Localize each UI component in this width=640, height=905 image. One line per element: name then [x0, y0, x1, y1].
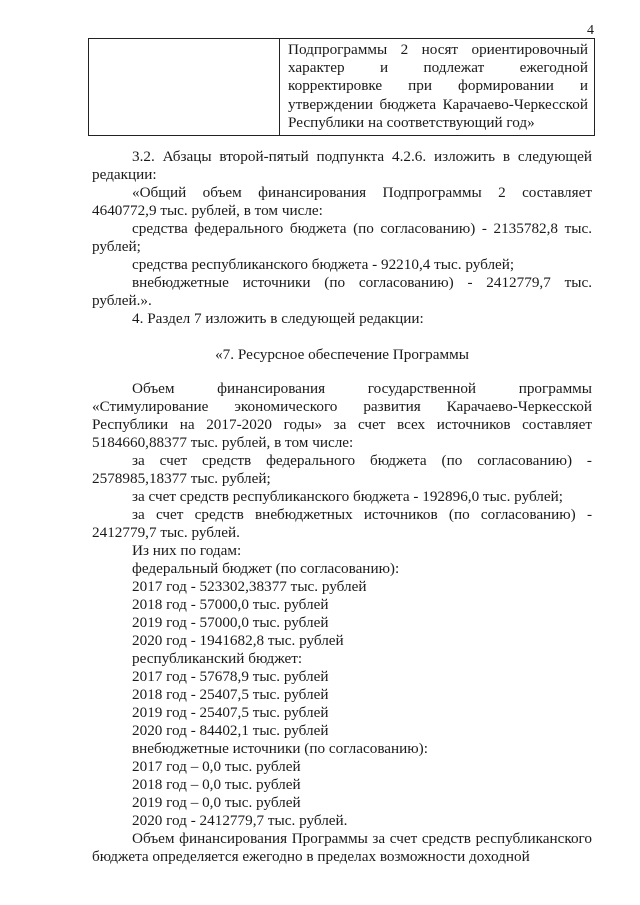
extra-year-item: 2017 год – 0,0 тыс. рублей [132, 758, 301, 775]
paragraph-intro: Объем финансирования государственной программы «Стимулирование экономического развития Карачаево-Черкесской Республики на 2017-2020 годы» за счет всех источников составляет 5184660,88377 тыс. рублей, в том числе: [92, 380, 592, 451]
by-years-label: Из них по годам: [132, 542, 242, 559]
table-fragment [88, 38, 595, 136]
document-body [92, 148, 592, 866]
extra-year-item: 2019 год – 0,0 тыс. рублей [132, 794, 301, 811]
republic-year-item: 2020 год - 84402,1 тыс. рублей [132, 722, 329, 739]
page-number: 4 [587, 23, 594, 38]
federal-year-item: 2020 год - 1941682,8 тыс. рублей [132, 632, 344, 649]
paragraph-extra: за счет средств внебюджетных источников (по согласованию) - 2412779,7 тыс. рублей. [92, 506, 592, 541]
republic-year-item: 2017 год - 57678,9 тыс. рублей [132, 668, 329, 685]
extra-year-item: 2018 год – 0,0 тыс. рублей [132, 776, 301, 793]
paragraph-federal: за счет средств федерального бюджета (по согласованию) - 2578985,18377 тыс. рублей; [92, 452, 592, 487]
federal-year-item: 2018 год - 57000,0 тыс. рублей [132, 596, 329, 613]
table-cell-left [89, 39, 280, 135]
federal-year-item: 2019 год - 57000,0 тыс. рублей [132, 614, 329, 631]
paragraph-3-2: 3.2. Абзацы второй-пятый подпункта 4.2.6. изложить в следующей редакции: [92, 148, 592, 183]
republic-label: республиканский бюджет: [132, 650, 303, 667]
extra-label: внебюджетные источники (по согласованию): [132, 740, 428, 757]
federal-label: федеральный бюджет (по согласованию): [132, 560, 400, 577]
paragraph-section-7: 4. Раздел 7 изложить в следующей редакции: [132, 310, 424, 327]
paragraph-final: Объем финансирования Программы за счет средств республиканского бюджета определяется ежегодно в пределах возможности доходной [92, 830, 592, 865]
paragraph-republic-subprogram: средства республиканского бюджета - 92210,4 тыс. рублей; [132, 256, 515, 273]
republic-year-item: 2019 год - 25407,5 тыс. рублей [132, 704, 329, 721]
section-heading: «7. Ресурсное обеспечение Программы [215, 346, 469, 363]
federal-year-item: 2017 год - 523302,38377 тыс. рублей [132, 578, 367, 595]
table-cell-right: Подпрограммы 2 носят ориентировочный характер и подлежат ежегодной корректировке при формировании и утверждении бюджета Карачаево-Черкесской Республики на соответствующий год» [288, 41, 588, 131]
paragraph-republic: за счет средств республиканского бюджета - 192896,0 тыс. рублей; [132, 488, 563, 505]
republic-year-item: 2018 год - 25407,5 тыс. рублей [132, 686, 329, 703]
paragraph-extra-subprogram: внебюджетные источники (по согласованию) - 2412779,7 тыс. рублей.». [92, 274, 592, 309]
paragraph-federal-subprogram: средства федерального бюджета (по согласованию) - 2135782,8 тыс. рублей; [92, 220, 592, 255]
paragraph-total-subprogram: «Общий объем финансирования Подпрограммы 2 составляет 4640772,9 тыс. рублей, в том числе: [92, 184, 592, 219]
extra-year-item: 2020 год - 2412779,7 тыс. рублей. [132, 812, 348, 829]
